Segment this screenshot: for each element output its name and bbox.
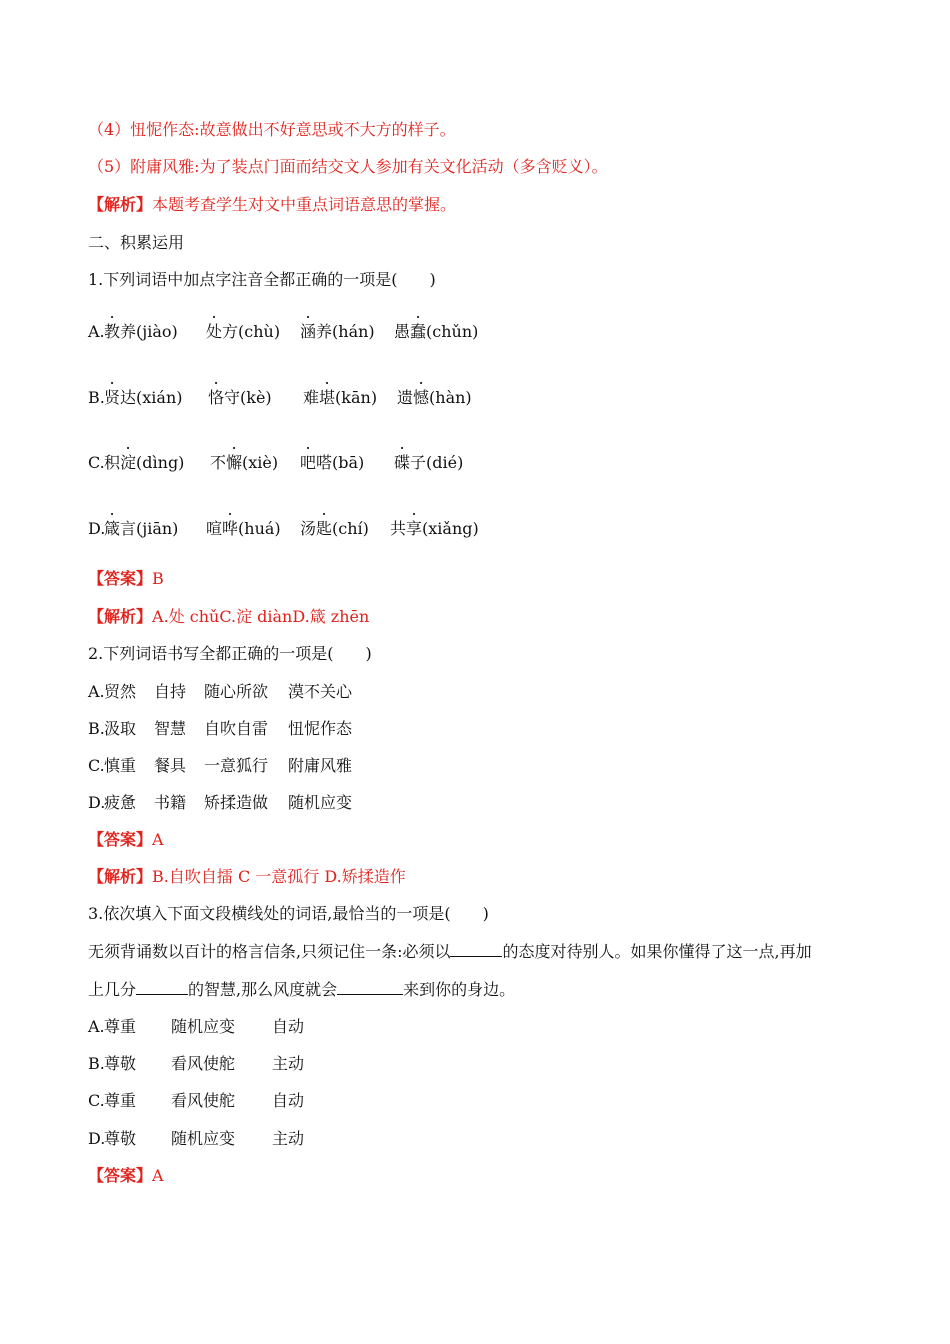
option-label: D. <box>88 793 106 812</box>
option-word: 喧哗(huá) <box>206 519 281 538</box>
option-word: 一意狐行 <box>204 756 269 775</box>
option-label: A. <box>88 682 105 701</box>
option-word: 书籍 <box>154 793 187 812</box>
option-word: 随心所欲 <box>204 682 269 701</box>
answer-tag: 【答案】 <box>88 830 153 849</box>
option-label: D. <box>88 519 106 538</box>
definition-line-5: （5）附庸风雅:为了装点门面而结交文人参加有关文化活动（多含贬义）。 <box>88 157 608 176</box>
option-word: 汲取 <box>104 719 137 738</box>
option-word: 不懈(xiè) <box>210 453 279 472</box>
option-label: B. <box>88 719 105 738</box>
option-label: B. <box>88 1054 105 1073</box>
answer-tag: 【答案】 <box>88 1166 153 1185</box>
option-word: 看风使舵 <box>171 1091 236 1110</box>
q2-analysis <box>88 867 406 887</box>
answer-tag: 【答案】 <box>88 569 153 588</box>
option-word: 自动 <box>272 1091 305 1110</box>
answer-value: B <box>152 569 164 588</box>
option-word: 矫揉造做 <box>204 793 269 812</box>
option-word: 看风使舵 <box>171 1054 236 1073</box>
analysis-tag: 【解析】 <box>88 607 153 626</box>
option-label: D. <box>88 1129 106 1148</box>
option-word: 智慧 <box>154 719 187 738</box>
option-word: 尊重 <box>104 1091 137 1110</box>
q1-analysis <box>88 607 369 627</box>
option-word: 涵养(hán) <box>300 322 375 341</box>
option-word: 吧嗒(bā) <box>300 453 365 472</box>
q1-stem: 1.下列词语中加点字注音全都正确的一项是( ) <box>88 270 436 289</box>
q3-answer <box>88 1166 164 1186</box>
option-word: 随机应变 <box>171 1129 236 1148</box>
option-word: 汤匙(chí) <box>300 519 369 538</box>
fill-blank-1 <box>450 942 502 957</box>
option-word: 疲惫 <box>104 793 137 812</box>
option-word: 难堪(kān) <box>303 388 378 407</box>
fill-blank-3 <box>337 980 403 995</box>
q3-paragraph-line-2: 上几分 的智慧,那么风度就会 来到你的身边。 <box>88 980 516 999</box>
definition-line-4: （4）忸怩作态:故意做出不好意思或不大方的样子。 <box>88 120 456 139</box>
option-label: C. <box>88 1091 105 1110</box>
option-word: 尊敬 <box>104 1129 137 1148</box>
option-word: 积淀(dìng) <box>104 453 185 472</box>
answer-value: A <box>152 830 164 849</box>
prev-analysis <box>88 195 456 215</box>
option-word: 碟子(dié) <box>394 453 464 472</box>
option-word: 恪守(kè) <box>208 388 272 407</box>
q1-answer <box>88 569 164 589</box>
option-label: A. <box>88 322 105 341</box>
option-word: 箴言(jiān) <box>104 519 179 538</box>
option-word: 慎重 <box>104 756 137 775</box>
option-word: 共享(xiǎng) <box>390 519 479 538</box>
option-word: 主动 <box>272 1129 305 1148</box>
analysis-tag: 【解析】 <box>88 867 153 886</box>
analysis-text: 本题考查学生对文中重点词语意思的掌握。 <box>152 195 457 214</box>
option-word: 忸怩作态 <box>288 719 353 738</box>
analysis-tag: 【解析】 <box>88 195 153 214</box>
option-label: B. <box>88 388 105 407</box>
option-word: 尊重 <box>104 1017 137 1036</box>
q3-stem: 3.依次填入下面文段横线处的词语,最恰当的一项是( ) <box>88 904 489 923</box>
option-word: 随机应变 <box>171 1017 236 1036</box>
q2-answer <box>88 830 164 850</box>
option-word: 主动 <box>272 1054 305 1073</box>
q3-paragraph-line-1: 无须背诵数以百计的格言信条,只须记住一条:必须以 的态度对待别人。如果你懂得了这一点,再加 <box>88 942 812 961</box>
option-word: 自持 <box>154 682 187 701</box>
option-word: 教养(jiào) <box>104 322 178 341</box>
section-title: 二、积累运用 <box>88 233 185 252</box>
analysis-text: B.自吹自擂 C 一意孤行 D.矫揉造作 <box>152 867 406 886</box>
option-label: A. <box>88 1017 105 1036</box>
q2-stem: 2.下列词语书写全都正确的一项是( ) <box>88 644 372 663</box>
option-word: 遗憾(hàn) <box>397 388 472 407</box>
option-word: 餐具 <box>154 756 187 775</box>
option-word: 漠不关心 <box>288 682 353 701</box>
option-word: 自动 <box>272 1017 305 1036</box>
option-word: 自吹自雷 <box>204 719 269 738</box>
option-word: 附庸风雅 <box>288 756 353 775</box>
option-label: C. <box>88 756 105 775</box>
option-word: 处方(chù) <box>206 322 281 341</box>
answer-value: A <box>152 1166 164 1185</box>
analysis-text: A.处 chǔC.淀 diànD.箴 zhēn <box>152 607 370 626</box>
option-word: 贤达(xián) <box>104 388 183 407</box>
option-word: 愚蠢(chǔn) <box>394 322 479 341</box>
option-word: 贸然 <box>104 682 137 701</box>
fill-blank-2 <box>136 980 188 995</box>
option-word: 随机应变 <box>288 793 353 812</box>
option-label: C. <box>88 453 105 472</box>
option-word: 尊敬 <box>104 1054 137 1073</box>
